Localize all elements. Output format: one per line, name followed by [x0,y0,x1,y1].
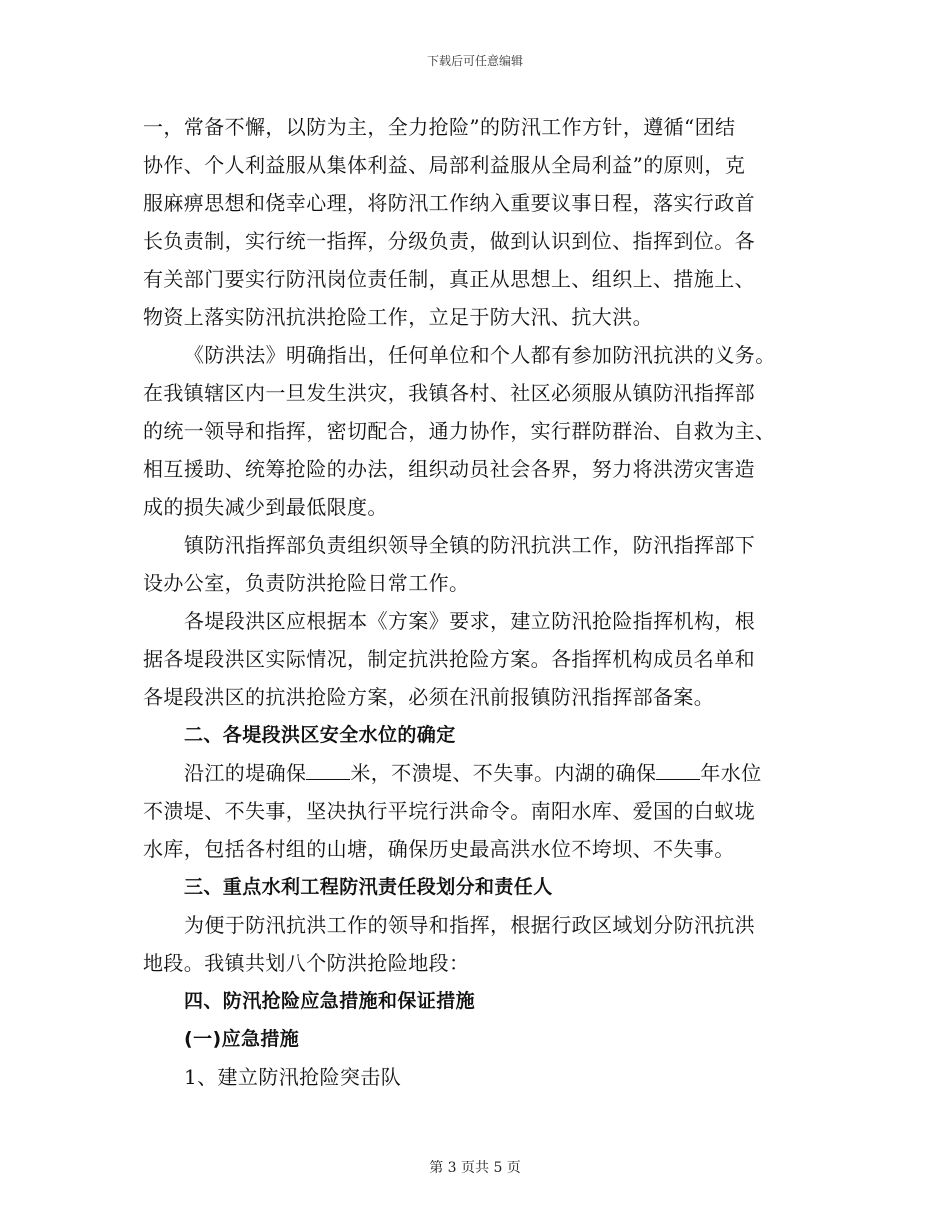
paragraph-4-line-2: 据各堤段洪区实际情况，制定抗洪抢险方案。各指挥机构成员名单和 [143,647,755,671]
paragraph-1-line-6: 物资上落实防汛抗洪抢险工作，立足于防大汛、抗大洪。 [143,305,653,329]
paragraph-1-line-1: 一，常备不懈，以防为主，全力抢险”的防汛工作方针，遵循“团结 [143,115,736,139]
paragraph-1-line-3: 服麻痹思想和侥幸心理，将防汛工作纳入重要议事日程，落实行政首 [143,191,755,215]
paragraph-5-text-a: 沿江的堤确保 [184,761,307,785]
paragraph-1-line-2: 协作、个人利益服从集体利益、局部利益服从全局利益”的原则，克 [143,153,746,177]
section-heading-4: 四、防汛抢险应急措施和保证措施 [184,990,476,1012]
paragraph-5-text-b: 米，不溃堤、不失事。内湖的确保 [350,761,657,785]
paragraph-2-line-4: 相互援助、统筹抢险的办法，组织动员社会各界，努力将洪涝灾害造 [143,457,755,481]
paragraph-4-line-1: 各堤段洪区应根据本《方案》要求，建立防汛抢险指挥机构，根 [184,609,756,633]
paragraph-5-text-c: 年水位 [700,761,762,785]
paragraph-1-line-4: 长负责制，实行统一指挥，分级负责，做到认识到位、指挥到位。各 [143,229,755,253]
paragraph-5-line-3: 水库，包括各村组的山塘，确保历史最高洪水位不垮坝、不失事。 [143,837,735,861]
paragraph-2-line-2: 在我镇辖区内一旦发生洪灾，我镇各村、社区必须服从镇防汛指挥部 [143,381,755,405]
page-footer: 第 3 页共 5 页 [429,1160,521,1176]
subsection-heading-4-1: (一)应急措施 [184,1028,300,1050]
document-body [143,108,807,1096]
paragraph-2-line-3: 的统一领导和指挥，密切配合，通力协作，实行群防群治、自救为主、 [143,419,776,443]
paragraph-6-line-2: 地段。我镇共划八个防洪抢险地段： [143,951,470,975]
paragraph-4-line-3: 各堤段洪区的抗洪抢险方案，必须在汛前报镇防汛指挥部备案。 [143,685,715,709]
paragraph-1-line-5: 有关部门要实行防汛岗位责任制，真正从思想上、组织上、措施上、 [143,267,755,291]
paragraph-3-line-2: 设办公室，负责防洪抢险日常工作。 [143,571,470,595]
paragraph-2-line-5: 成的损失减少到最低限度。 [143,495,388,519]
paragraph-5-line-2: 不溃堤、不失事，坚决执行平垸行洪命令。南阳水库、爱国的白蚁垅 [143,799,755,823]
section-heading-2: 二、各堤段洪区安全水位的确定 [184,724,456,746]
fill-in-blank-years [656,761,700,780]
list-item-1: 1、建立防汛抢险突击队 [184,1065,402,1089]
fill-in-blank-meters [306,761,350,780]
paragraph-5-line-1 [143,754,807,792]
paragraph-2-line-1: 《防洪法》明确指出，任何单位和个人都有参加防汛抗洪的义务。 [184,343,776,367]
paragraph-3-line-1: 镇防汛指挥部负责组织领导全镇的防汛抗洪工作，防汛指挥部下 [184,533,756,557]
paragraph-6-line-1: 为便于防汛抗洪工作的领导和指挥，根据行政区域划分防汛抗洪 [184,913,756,937]
section-heading-3: 三、重点水利工程防汛责任段划分和责任人 [184,876,553,898]
page-header: 下载后可任意编辑 [426,54,523,68]
